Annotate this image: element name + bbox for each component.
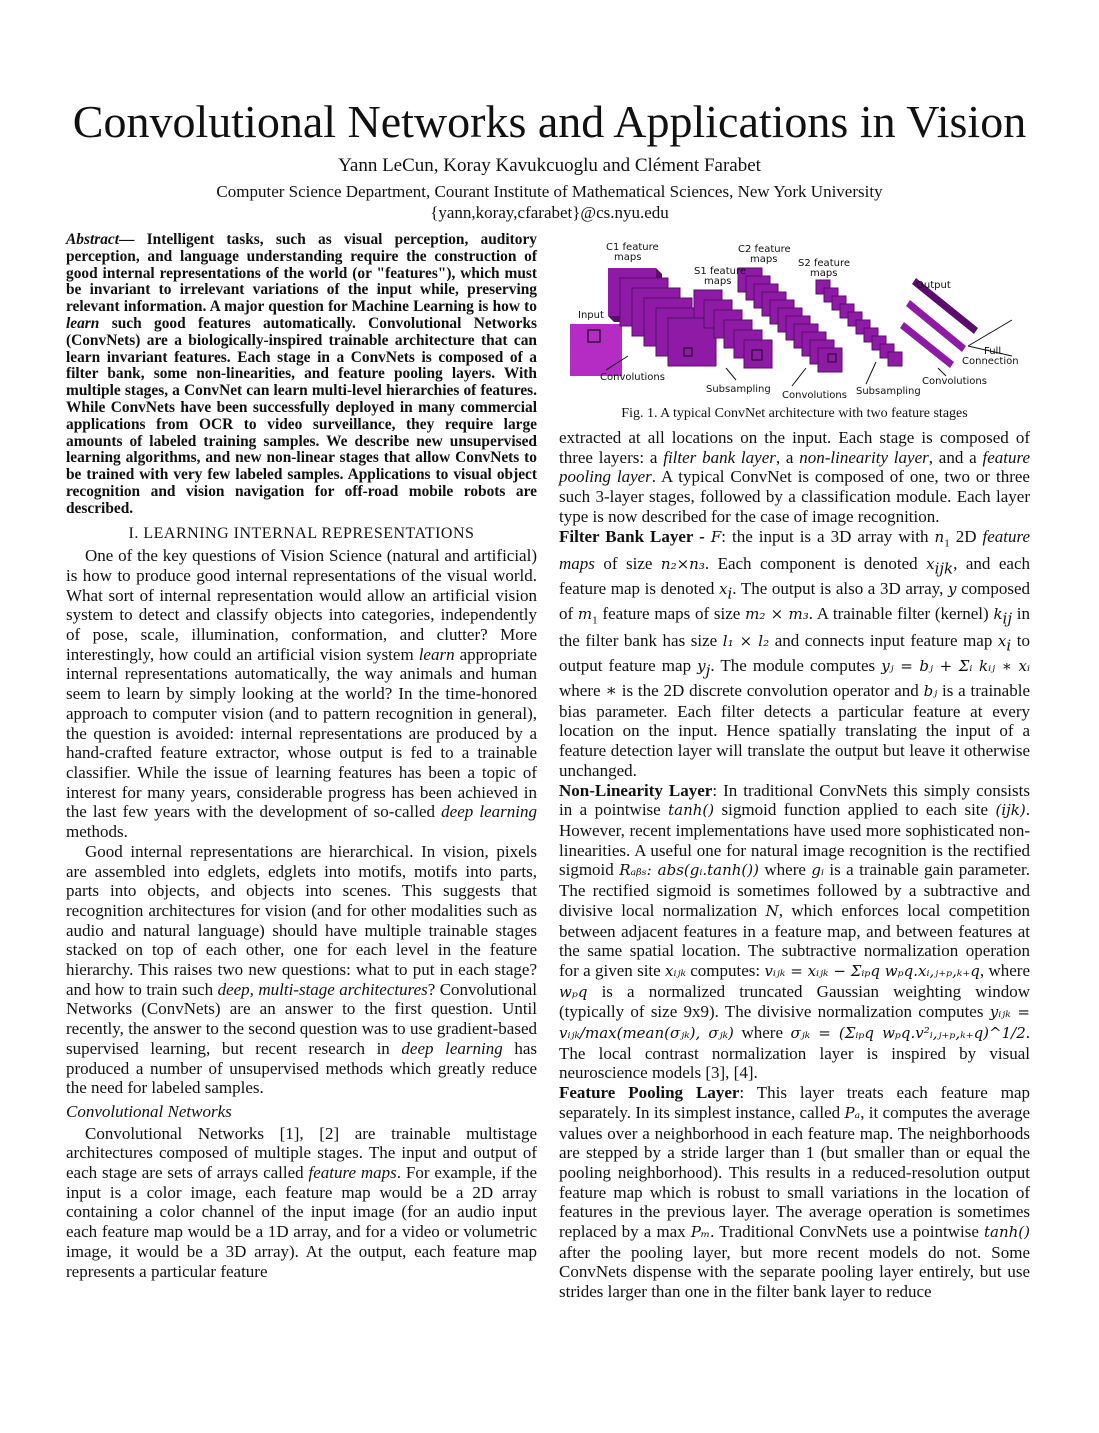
f-m: . The module computes: [710, 655, 882, 675]
s2-label-2: maps: [810, 268, 838, 279]
n-d: where: [758, 860, 812, 880]
rc-c: , and a: [928, 447, 983, 467]
s1p2-c: has produced a number of unsupervised methods which greatly reduce the need for labeled samples.: [66, 1038, 537, 1098]
right-continuation: [559, 428, 1030, 527]
f-a: : the input is a 3D array with: [721, 526, 935, 546]
c2-label-2: maps: [750, 254, 778, 265]
rc-d: . A typical ConvNet is composed of one, two or three such 3-layer stages, followed by a classification module. Each layer type is now described for the case of image recognition.: [559, 467, 1030, 526]
n-i: is a normalized truncated Gaussian weighting window (typically of size 9x9). The divisive normalization computes: [559, 981, 1030, 1022]
rc-a: extracted at all locations on the input. Each stage is composed of three layers: a: [559, 428, 1030, 467]
f-f: . The output is also a 3D array,: [732, 578, 948, 598]
s1p2-b: ? Convolutional Networks (ConvNets) are an answer to the first question. Until recently, the answer to the second question was to use gradient-based supervised learning, but recent research in: [66, 979, 537, 1058]
f-e: , and each feature map is denoted: [559, 553, 1031, 598]
s1p1-learn: learn: [418, 644, 455, 664]
output-label: Output: [916, 280, 951, 291]
abstract-text-1: Intelligent tasks, such as visual perception, auditory perception, and language understanding require the construction of good internal representations of the world (or "features"), which must be invariant to irrelevant variations of the input while, preserving relevant information. A major question for Machine Learning is how to: [66, 231, 537, 316]
f-l1l2: l₁ × l₂: [722, 631, 770, 650]
n-N: N: [765, 901, 779, 920]
f-m1s: 1: [592, 614, 598, 627]
p-tanh: tanh(): [983, 1223, 1030, 1242]
figure-caption: Fig. 1. A typical ConvNet architecture with two feature stages: [621, 406, 968, 421]
f-n2n3: n₂×n₃: [660, 554, 705, 573]
f-kijs: ij: [1002, 609, 1012, 628]
n-g: computes:: [685, 960, 765, 980]
sub-a: Convolutional Networks [1], [2] are trainable multistage architectures composed of multiple stages. The input and output of each stage are sets of arrays called: [66, 1123, 537, 1183]
f-F: F: [710, 527, 722, 546]
c1-label-2: maps: [614, 252, 642, 263]
connection-label: Connection: [962, 356, 1019, 367]
sub1-label: Subsampling: [706, 384, 771, 395]
rc-em1: filter bank layer: [663, 447, 776, 467]
n-k: . The local contrast normalization layer is inspired by visual neuroscience models [3], [4].: [559, 1023, 1030, 1083]
paper-title: Convolutional Networks and Applications in Vision: [72, 96, 1027, 147]
f-xijks: ijk: [934, 559, 954, 577]
s1p1-b: appropriate internal representations automatically, the way animals and human seem to learn by simply looking at the world? In the time-honored approach to computer vision (and to pattern recognition in general), the question is avoided: internal representations are produced by a hand-crafted feature extractor, whose output is fed to a trainable classifier. While the issue of learning features has been a topic of interest for many years, considerable progress has been achieved in the last few years with the development of so-called: [66, 644, 537, 822]
nonlinearity-para: [559, 781, 1030, 1084]
n-b: sigmoid function applied to each site: [714, 800, 996, 820]
f-n: where ∗ is the 2D discrete convolution operator and: [559, 681, 924, 701]
f-b: 2D: [949, 526, 983, 546]
n-e: is a trainable gain parameter. The rectified sigmoid is sometimes followed by a subtractive and divisive local normalization: [559, 860, 1030, 920]
section1-para2: [66, 842, 537, 1098]
p-b: , it computes the average values over a neighborhood in each feature map. The neighborhoods are stepped by a stride larger than 1 (but smaller than or equal the pooling neighborhood). This results in a reduced-resolution output feature map which is robust to small variations in the location of features in the previous layer. The average operation is sometimes replaced by a max: [559, 1102, 1030, 1242]
f-j: in the filter bank has size: [559, 603, 1030, 650]
s1p1-c: methods.: [66, 822, 128, 842]
full-label: Full: [984, 346, 1002, 357]
s1-label-2: maps: [704, 276, 732, 287]
rc-em2: non-linearity layer: [799, 447, 929, 467]
abstract: [66, 232, 537, 518]
conv2-label: Convolutions: [782, 390, 847, 401]
c1-label: C1 feature: [606, 242, 659, 253]
n-rabs: Rₐᵦₛ: abs(gᵢ.tanh()): [619, 861, 759, 880]
sub-b: . For example, if the input is a color image, each feature map would be a 2D array containing a color channel of the input image (for an audio input each feature map would be a 1D array, and for a video or volumetric image, it would be a 3D array). At the output, each feature map represents a particular feature: [66, 1163, 537, 1281]
paper-affiliation: Computer Science Department, Courant Institute of Mathematical Sciences, New York University: [216, 182, 883, 201]
f-h: feature maps of size: [597, 603, 746, 623]
n-xijk: xᵢⱼₖ: [665, 961, 686, 980]
rc-em3: feature pooling layer: [559, 447, 1031, 487]
f-o: is a trainable bias parameter. Each filter detects a particular feature at every location on the input. Hence spatially translating the input of a feature detection layer will translate the output but leave it otherwise unchanged.: [559, 681, 1030, 780]
f-em: feature maps: [559, 526, 1031, 573]
f-kij: k: [993, 604, 1003, 623]
n-h: , where: [979, 960, 1030, 980]
f-xi2s: i: [1006, 636, 1012, 655]
conv1-label: Convolutions: [600, 372, 665, 383]
n-tanh: tanh(): [668, 801, 715, 820]
n-j: where: [733, 1023, 791, 1043]
f-m2m3: m₂ × m₃: [745, 604, 809, 623]
f-n1: n: [934, 527, 945, 546]
nonlin-head: Non-Linearity Layer: [559, 780, 713, 800]
left-column: [66, 232, 537, 1281]
s1p1-a: One of the key questions of Vision Science (natural and artificial) is how to produce good internal representations of the visual world. What sort of internal representation would allow an artificial vision system to detect and classify objects into categories, independently of pose, scale, illumination, conformation, and clutter? More interestingly, how could an artificial vision system: [66, 546, 537, 664]
input-map: [570, 324, 622, 376]
section-heading: I. LEARNING INTERNAL REPRESENTATIONS: [128, 524, 475, 542]
pool-head: Feature Pooling Layer: [559, 1083, 740, 1103]
s1p1-deep: deep learning: [441, 802, 537, 822]
f-xi2: x: [997, 631, 1007, 650]
s1p2-em2: deep learning: [401, 1038, 503, 1058]
n-f: , which enforces local competition between adjacent features in a feature map, and between features at the same spatial location. The subtractive normalization operation for a given site: [559, 900, 1030, 980]
n-a: : In traditional ConvNets this simply consists in a pointwise: [559, 780, 1030, 820]
f-yj: y: [697, 656, 706, 675]
rc-b: , a: [775, 447, 800, 467]
s2-label: S2 feature: [798, 258, 850, 269]
f-xis: i: [727, 584, 733, 603]
pooling-para: [559, 1083, 1030, 1302]
n-ijk: (ijk): [995, 801, 1026, 820]
filter-head: Filter Bank Layer -: [559, 526, 711, 546]
n-gi: gᵢ: [811, 861, 824, 880]
n-eq3: σⱼₖ = (Σᵢₚ𝑞 wₚ𝑞.v²ᵢ,ⱼ₊ₚ,ₖ₊𝑞)^1/2: [790, 1024, 1026, 1043]
sub2-label: Subsampling: [856, 386, 921, 397]
c2-label: C2 feature: [738, 244, 791, 255]
p-d: after the pooling layer, but more recent models do not. Some ConvNets dispense with the separate pooling layer entirely, but use strides larger than one in the filter bank layer to reduce: [559, 1242, 1030, 1302]
n-eq1: vᵢⱼₖ = xᵢⱼₖ − Σᵢₚ𝑞 wₚ𝑞.xᵢ,ⱼ₊ₚ,ₖ₊𝑞: [764, 961, 980, 980]
abstract-text-2: such good features automatically. Convolutional Networks (ConvNets) are a biologically-inspired trainable architecture that can learn invariant features. Each stage in a ConvNets is composed of a filter bank, some non-linearities, and feature pooling layers. With multiple stages, a ConvNet can learn multi-level hierarchies of features. While ConvNets have been successfully deployed in many commercial applications from OCR to video surveillance, they require large amounts of labeled training samples. We describe new unsupervised learning algorithms, and new non-linear stages that allow ConvNets to be trained with very few labeled samples. Applications to visual object recognition and vision navigation for off-road mobile robots are described.: [66, 314, 537, 517]
f-c: of size: [594, 553, 661, 573]
p-a: : This layer treats each feature map separately. In its simplest instance, called: [559, 1083, 1030, 1122]
f-xijk: x: [926, 554, 935, 573]
conv3-label: Convolutions: [922, 376, 987, 387]
s1p2-em: deep, multi-stage architectures: [217, 979, 428, 999]
s1p2-a: Good internal representations are hierarchical. In vision, pixels are assembled into edglets, edglets into motifs, motifs into parts, parts into objects, and objects into scenes. This suggests that recognition architectures for vision (and for other modalities such as audio and natural language) should have multiple trainable stages stacked on top of each other, one for each level in the feature hierarchy. This raises two new questions: what to put in each stage? and how to train such: [66, 841, 537, 999]
f-l: to output feature map: [559, 630, 1030, 675]
subsection-heading: Convolutional Networks: [66, 1101, 232, 1121]
convnet-architecture-figure: [566, 238, 1026, 402]
f-eq: yⱼ = bⱼ + Σᵢ kᵢⱼ ∗ xᵢ: [881, 656, 1030, 675]
sub-em: feature maps: [308, 1163, 397, 1183]
filter-bank-para: [559, 527, 1030, 781]
f-k: and connects input feature map: [769, 630, 998, 650]
convnet-diagram: [566, 238, 1026, 402]
paper-email: {yann,koray,cfarabet}@cs.nyu.edu: [430, 203, 669, 222]
s1-label: S1 feature: [694, 266, 746, 277]
p-PM: Pₘ: [690, 1223, 711, 1242]
input-label: Input: [578, 310, 604, 321]
f-y: y: [947, 579, 957, 598]
p-c: . Traditional ConvNets use a pointwise: [710, 1222, 984, 1242]
section1-para1: [66, 546, 537, 842]
p-PA: Pₐ: [844, 1103, 861, 1122]
n-eq2: yᵢⱼₖ = vᵢⱼₖ/max(mean(σⱼₖ), σⱼₖ): [559, 1003, 1031, 1043]
f-d: . Each component is denoted: [704, 553, 927, 573]
f-xi: x: [719, 579, 728, 598]
n-wpq: wₚ𝑞: [559, 982, 588, 1001]
subsection-para: [66, 1124, 537, 1282]
f-n1s: 1: [944, 536, 950, 549]
n-c: . However, recent implementations have used more sophisticated non-linearities. A useful one for natural image recognition is the rectified sigmoid: [559, 800, 1030, 880]
paper-authors: Yann LeCun, Koray Kavukcuoglu and Clément Farabet: [338, 155, 761, 176]
abstract-learn: learn: [66, 314, 100, 332]
f-i: . A trainable filter (kernel): [808, 603, 994, 623]
f-yjs: j: [705, 661, 711, 680]
f-g: composed of: [559, 578, 1030, 623]
right-column: [559, 428, 1030, 1302]
abstract-dash: —: [119, 231, 147, 248]
f-bj: bⱼ: [923, 682, 938, 701]
f-m1: m: [577, 604, 593, 623]
abstract-lead: Abstract: [66, 231, 120, 248]
